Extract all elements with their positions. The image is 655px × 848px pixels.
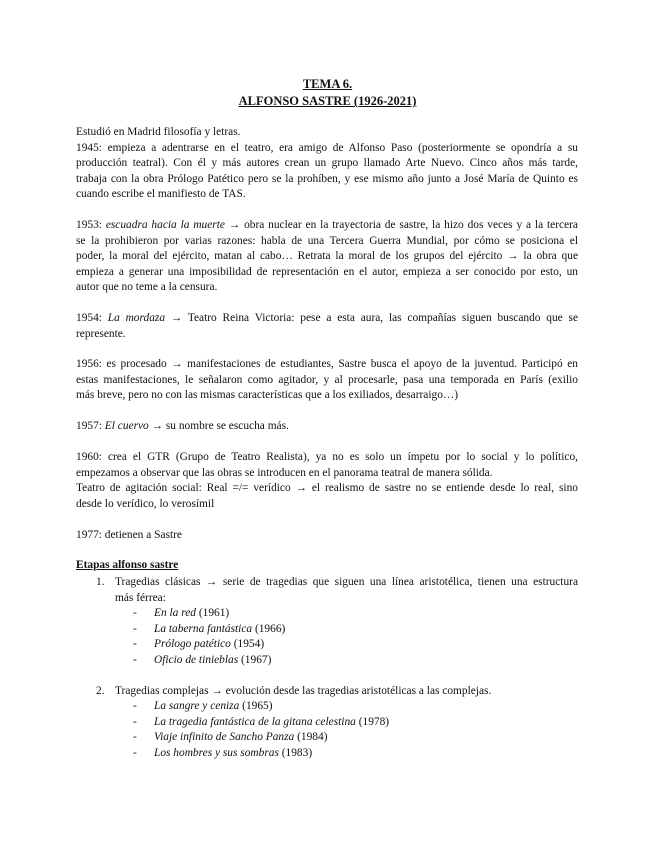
year-label: 1954:	[76, 312, 108, 324]
text-line: más férrea:	[115, 591, 166, 604]
work-title: Oficio de tinieblas	[154, 653, 239, 666]
work-title: La mordaza	[107, 312, 166, 324]
text-line: empezamos a observar que las obras se introducen en el panorama teatral de manera sólida.	[76, 466, 493, 479]
list-item	[133, 606, 285, 622]
text-line: empieza a generar una imposibilidad de representación en el autor, empieza a ser conocido por esto, un	[76, 265, 578, 278]
text-line: 1945: empieza a adentrarse en el teatro, era amigo de Alfonso Paso (posteriormente se opondría a su	[76, 141, 578, 154]
paragraph-1954	[76, 311, 578, 342]
work-year: (1966)	[252, 622, 286, 635]
text-line: producción teatral). Con él y más autores crean un grupo llamado Arte Nuevo. Cinco años más tarde,	[76, 157, 578, 170]
work-year: (1965)	[239, 700, 273, 712]
etapas-heading: Etapas alfonso sastre	[76, 559, 179, 571]
paragraph-1953	[76, 218, 578, 296]
work-title: En la red	[154, 607, 196, 619]
text-line: represente.	[76, 327, 126, 340]
work-title: escuadra hacia la muerte	[105, 219, 225, 231]
paragraph-1956	[76, 357, 578, 404]
text-line: Teatro de agitación social: Real =/= verídico → el realismo de sastre no se entiende desde lo real, sino	[76, 482, 578, 495]
work-title: Prólogo patético	[154, 638, 231, 651]
text-line: 1956: es procesado → manifestaciones de estudiantes, Sastre busca el apoyo de la juventud. Participó en	[76, 358, 578, 370]
work-title: La sangre y ceniza	[154, 700, 240, 712]
work-year: (1954)	[230, 638, 265, 651]
text-line: 1960: crea el GTR (Grupo de Teatro Realista), ya no es solo un ímpetu por lo social y lo político,	[76, 451, 578, 463]
text-line: 1977: detienen a Sastre	[76, 529, 182, 541]
text-line: cuando escribe el manifiesto de TAS.	[76, 188, 246, 201]
text-line: autor que no teme a la censura.	[76, 281, 218, 294]
list-item	[133, 637, 285, 653]
text-line: Estudió en Madrid filosofía y letras.	[76, 126, 241, 138]
work-title: El cuervo	[104, 420, 149, 432]
stage-2-works-list	[133, 699, 389, 761]
work-year: (1978)	[355, 715, 390, 728]
stage-1-works-list	[133, 606, 285, 668]
year-label: 1953:	[76, 219, 106, 231]
paragraph-1957	[76, 419, 578, 435]
list-item	[133, 715, 389, 731]
list-item	[133, 622, 285, 638]
text-line: más breve, pero no con las mismas características que a los exiliados, desarraigo…)	[76, 389, 459, 402]
text-line: desde lo verídico, lo verosímil	[76, 497, 215, 510]
list-number: 1.	[96, 576, 105, 588]
work-year: (1983)	[278, 746, 313, 759]
text-line: trabaja con la obra Prólogo Patético pero se la prohíben, y ese mismo año junto a José María de Quinto es	[76, 172, 578, 185]
list-item	[133, 699, 389, 715]
list-item	[133, 746, 389, 762]
list-item	[133, 653, 285, 669]
author-title: ALFONSO SASTRE (1926-2021)	[238, 94, 417, 108]
text-line: estas manifestaciones, le señalaron como agitador, y al procesarle, pasa una temporada en París (exilio	[76, 373, 578, 386]
text-line	[76, 419, 578, 435]
stage-description	[115, 575, 578, 606]
work-year: (1967)	[238, 653, 272, 666]
text-line	[76, 311, 578, 327]
year-label: 1957:	[76, 420, 105, 432]
work-title: Viaje infinito de Sancho Panza	[154, 731, 295, 744]
text-line: se la prohibieron por varias razones: habla de una Tercera Guerra Mundial, por cómo se posiciona el	[76, 234, 578, 247]
text-fragment: → su nombre se escucha más.	[148, 420, 289, 432]
work-title: Los hombres y sus sombras	[154, 746, 279, 759]
work-title: La taberna fantástica	[154, 622, 253, 635]
work-year: (1984)	[294, 731, 328, 744]
tema-title: TEMA 6.	[302, 77, 353, 91]
list-number: 2.	[96, 685, 105, 697]
paragraph-1960	[76, 450, 578, 512]
stage-description	[115, 684, 578, 700]
text-line	[76, 218, 578, 234]
text-fragment: → obra nuclear en la trayectoria de sastre, la hizo dos veces y a la tercera	[224, 219, 578, 231]
text-line: Tragedias complejas → evolución desde las tragedias aristotélicas a las complejas.	[115, 685, 492, 697]
paragraph-1977	[76, 528, 578, 544]
text-line: poder, la moral del ejército, matan al cabo… Retrata la moral de los grupos del ejército → la obra que	[76, 250, 578, 263]
text-line: Tragedias clásicas → serie de tragedias que siguen una línea aristotélica, tienen una estructura	[115, 576, 578, 588]
paragraph-bio	[76, 125, 578, 203]
list-item	[133, 730, 389, 746]
work-year: (1961)	[195, 607, 230, 619]
work-title: La tragedia fantástica de la gitana celestina	[154, 715, 356, 728]
text-fragment: → Teatro Reina Victoria: pese a esta aura, las compañías siguen buscando que se	[165, 312, 578, 324]
